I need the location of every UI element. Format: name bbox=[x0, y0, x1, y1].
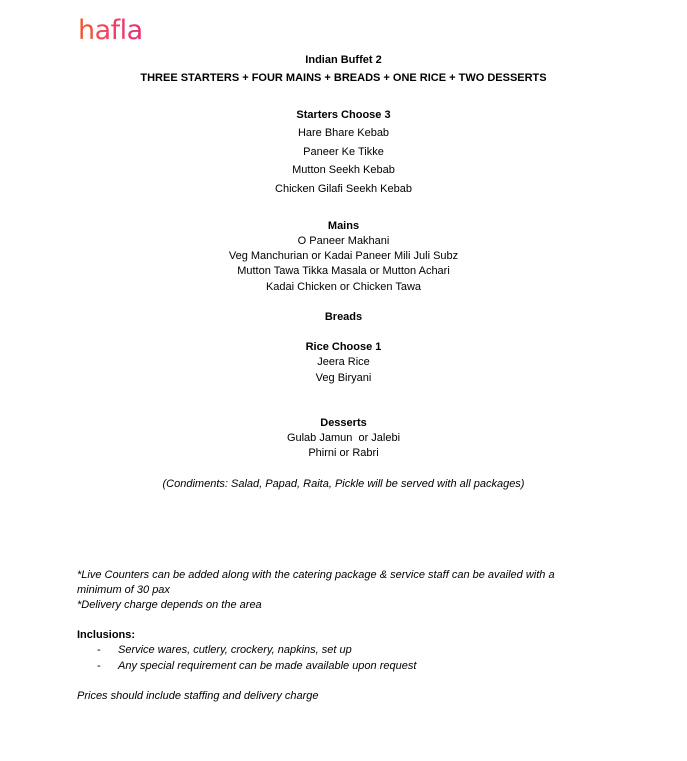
dessert-item: Gulab Jamun or Jalebi bbox=[286, 432, 401, 444]
delivery-note: *Delivery charge depends on the area bbox=[77, 599, 262, 611]
condiments-note: (Condiments: Salad, Papad, Raita, Pickle will be served with all packages) bbox=[162, 478, 525, 490]
rice-item: Veg Biryani bbox=[315, 372, 372, 384]
inclusion-text: Service wares, cutlery, crockery, napkins, set up bbox=[118, 644, 352, 656]
main-item: Kadai Chicken or Chicken Tawa bbox=[265, 281, 422, 293]
menu-subtitle: THREE STARTERS + FOUR MAINS + BREADS + ONE RICE + TWO DESSERTS bbox=[140, 72, 547, 84]
rice-heading: Rice Choose 1 bbox=[305, 341, 382, 353]
rice-item: Jeera Rice bbox=[317, 356, 370, 368]
starter-item: Mutton Seekh Kebab bbox=[292, 164, 395, 176]
starter-item: Paneer Ke Tikke bbox=[303, 146, 384, 158]
mains-heading: Mains bbox=[327, 220, 360, 232]
main-item: O Paneer Makhani bbox=[297, 235, 390, 247]
breads-heading: Breads bbox=[324, 311, 363, 323]
desserts-heading: Desserts bbox=[320, 417, 367, 429]
footer-note: Prices should include staffing and delivery charge bbox=[77, 690, 319, 702]
hafla-logo: hafla bbox=[78, 15, 143, 46]
main-item: Mutton Tawa Tikka Masala or Mutton Achari bbox=[237, 265, 450, 277]
dessert-item: Phirni or Rabri bbox=[308, 447, 379, 459]
inclusion-item bbox=[97, 659, 416, 673]
starter-item: Hare Bhare Kebab bbox=[297, 127, 390, 139]
starters-heading: Starters Choose 3 bbox=[296, 109, 391, 121]
live-counters-note: *Live Counters can be added along with the catering package & service staff can be availed with a bbox=[77, 569, 555, 581]
bullet-dash: - bbox=[97, 660, 101, 672]
menu-title: Indian Buffet 2 bbox=[305, 54, 382, 66]
inclusions-heading: Inclusions: bbox=[77, 629, 136, 641]
live-counters-note-cont: minimum of 30 pax bbox=[77, 584, 170, 596]
inclusion-text: Any special requirement can be made available upon request bbox=[118, 660, 417, 672]
bullet-dash: - bbox=[97, 644, 101, 656]
main-item: Veg Manchurian or Kadai Paneer Mili Juli Subz bbox=[228, 250, 459, 262]
inclusion-item bbox=[97, 643, 352, 657]
starter-item: Chicken Gilafi Seekh Kebab bbox=[275, 183, 412, 195]
